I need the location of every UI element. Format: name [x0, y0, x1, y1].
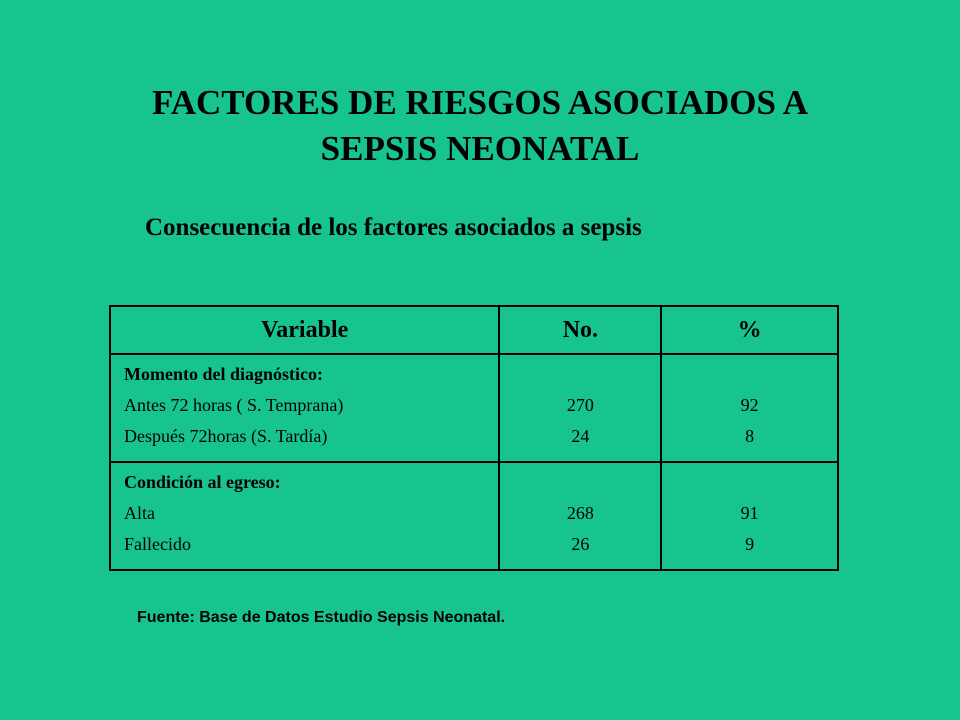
- row-percent: 8: [745, 426, 755, 446]
- row-number: 268: [566, 503, 594, 523]
- table-row: [110, 354, 838, 462]
- row-number: 24: [571, 426, 590, 446]
- row-number: 270: [566, 395, 594, 415]
- source-note: Fuente: Base de Datos Estudio Sepsis Neonatal.: [137, 609, 506, 626]
- slide-title-line-2: SEPSIS NEONATAL: [320, 129, 640, 168]
- number-cell: [499, 462, 661, 570]
- header-percent: %: [661, 306, 838, 354]
- row-percent: 91: [740, 503, 759, 523]
- results-table: [109, 305, 839, 571]
- slide-title-line-1: FACTORES DE RIESGOS ASOCIADOS A: [151, 83, 809, 122]
- percent-cell: [661, 354, 838, 462]
- slide-title: [0, 80, 960, 172]
- group-title: Momento del diagnóstico:: [124, 364, 323, 384]
- percent-cell: [661, 462, 838, 570]
- row-number: 26: [571, 534, 590, 554]
- row-label: Alta: [124, 503, 155, 523]
- variable-cell: [110, 462, 499, 570]
- row-percent: 9: [745, 534, 755, 554]
- header-number: No.: [499, 306, 661, 354]
- number-cell: [499, 354, 661, 462]
- row-label: Fallecido: [124, 534, 191, 554]
- table-row: [110, 462, 838, 570]
- row-percent: 92: [740, 395, 759, 415]
- variable-cell: [110, 354, 499, 462]
- slide-subtitle: Consecuencia de los factores asociados a sepsis: [145, 214, 642, 241]
- header-variable: Variable: [110, 306, 499, 354]
- table-header-row: [110, 306, 838, 354]
- row-label: Antes 72 horas ( S. Temprana): [124, 395, 344, 415]
- group-title: Condición al egreso:: [124, 472, 281, 492]
- row-label: Después 72horas (S. Tardía): [124, 426, 328, 446]
